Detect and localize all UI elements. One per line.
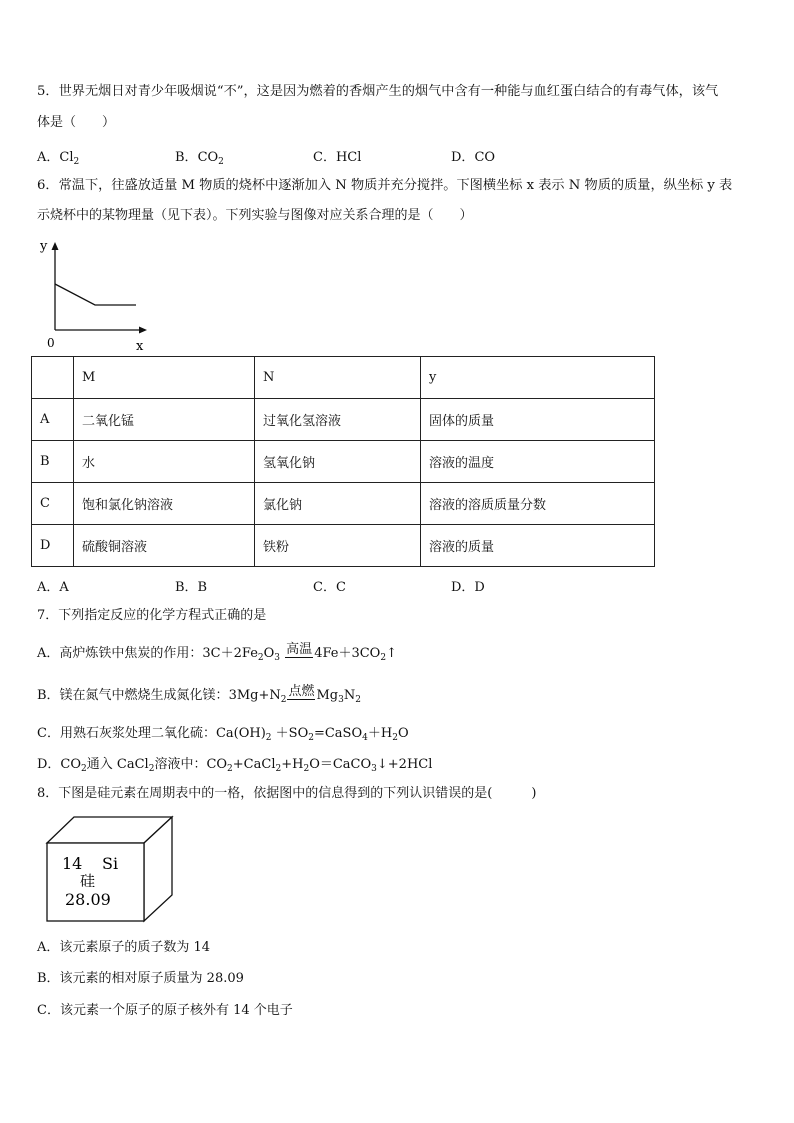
- reaction-condition: 高温: [286, 642, 313, 657]
- q6-table: [31, 356, 655, 567]
- table-cell: 二氧化锰: [74, 399, 255, 441]
- atomic-number: 14: [62, 854, 83, 873]
- table-cell: A: [32, 399, 74, 441]
- table-row: [32, 483, 655, 525]
- q7-option-d: D．$CO_2$通入 CaCl$_2$溶液中：$CO_2+CaCl_2+H_2O=CaCO_3↓+2HCl$: [37, 757, 433, 774]
- q6-option-a: A．A: [37, 580, 69, 595]
- x-axis-arrow: [139, 327, 147, 334]
- table-header-row: [32, 357, 655, 399]
- q7-option-c: C．用熟石灰浆处理二氧化硫：$Ca(OH)_2$ $+SO_2=CaSO_4+H_2O$: [37, 726, 409, 743]
- q7-stem: 7．下列指定反应的化学方程式正确的是: [37, 608, 267, 623]
- table-header-cell: N: [255, 357, 421, 399]
- q8-option-c: C．该元素一个原子的原子核外有 14 个电子: [37, 1003, 293, 1018]
- table-cell: 溶液的温度: [421, 441, 655, 483]
- q8-option-b: B．该元素的相对原子质量为 28.09: [37, 971, 244, 986]
- graph-origin-label: 0: [47, 336, 55, 350]
- q6-stem-line2: 示烧杯中的某物理量（见下表）。下列实验与图像对应关系合理的是（ ）: [37, 208, 473, 223]
- table-row: [32, 525, 655, 567]
- graph-y-label: y: [40, 239, 48, 254]
- table-cell: 过氧化氢溶液: [255, 399, 421, 441]
- q7-option-b: B．镁在氮气中燃烧生成氮化镁：$3Mg+N_2$ 点燃 $Mg_3N_2$: [37, 684, 361, 705]
- q5-option-d: D．CO: [451, 150, 496, 165]
- q6-stem-line1: 6．常温下，往盛放适量 M 物质的烧杯中逐渐加入 N 物质并充分搅拌。下图横坐标 x 表示 N 物质的质量，纵坐标 y 表: [37, 178, 733, 193]
- q5-stem-line2: 体是（ ）: [37, 115, 116, 130]
- graph-line: [55, 284, 136, 305]
- y-axis-arrow: [52, 242, 59, 250]
- table-cell: 氢氧化钠: [255, 441, 421, 483]
- table-header-cell: M: [74, 357, 255, 399]
- q6-graph: [35, 234, 165, 354]
- table-cell: D: [32, 525, 74, 567]
- silicon-element-cell: [44, 815, 176, 927]
- table-cell: C: [32, 483, 74, 525]
- q6-option-b: B．B: [175, 580, 208, 595]
- q6-option-c: C．C: [313, 580, 346, 595]
- table-cell: B: [32, 441, 74, 483]
- element-symbol: Si: [102, 854, 119, 873]
- q5-option-b: B．$CO_2$: [175, 150, 224, 167]
- atomic-mass: 28.09: [65, 890, 111, 909]
- q8-option-a: A．该元素原子的质子数为 14: [37, 940, 211, 955]
- table-cell: 固体的质量: [421, 399, 655, 441]
- table-header-cell: [32, 357, 74, 399]
- table-cell: 硫酸铜溶液: [74, 525, 255, 567]
- element-name: 硅: [80, 872, 96, 890]
- q6-option-d: D．D: [451, 580, 485, 595]
- q8-stem: 8．下图是硅元素在周期表中的一格，依据图中的信息得到的下列认识错误的是( ): [37, 786, 537, 801]
- table-cell: 溶液的溶质质量分数: [421, 483, 655, 525]
- reaction-condition: 点燃: [288, 684, 315, 699]
- table-cell: 氯化钠: [255, 483, 421, 525]
- table-row: [32, 399, 655, 441]
- q5-stem-line1: 5．世界无烟日对青少年吸烟说“不”，这是因为燃着的香烟产生的烟气中含有一种能与血红蛋白结合的有毒气体，该气: [37, 84, 719, 99]
- table-cell: 铁粉: [255, 525, 421, 567]
- table-cell: 饱和氯化钠溶液: [74, 483, 255, 525]
- table-row: [32, 441, 655, 483]
- graph-x-label: x: [136, 339, 144, 354]
- q7-option-a: A．高炉炼铁中焦炭的作用：$3C+2Fe_2O_3$ 高温 $4Fe+3CO_2↑$: [37, 642, 397, 663]
- table-header-cell: y: [421, 357, 655, 399]
- table-cell: 溶液的质量: [421, 525, 655, 567]
- q5-option-c: C．HCl: [313, 150, 362, 165]
- q5-option-a: A．$Cl_2$: [37, 150, 80, 167]
- table-cell: 水: [74, 441, 255, 483]
